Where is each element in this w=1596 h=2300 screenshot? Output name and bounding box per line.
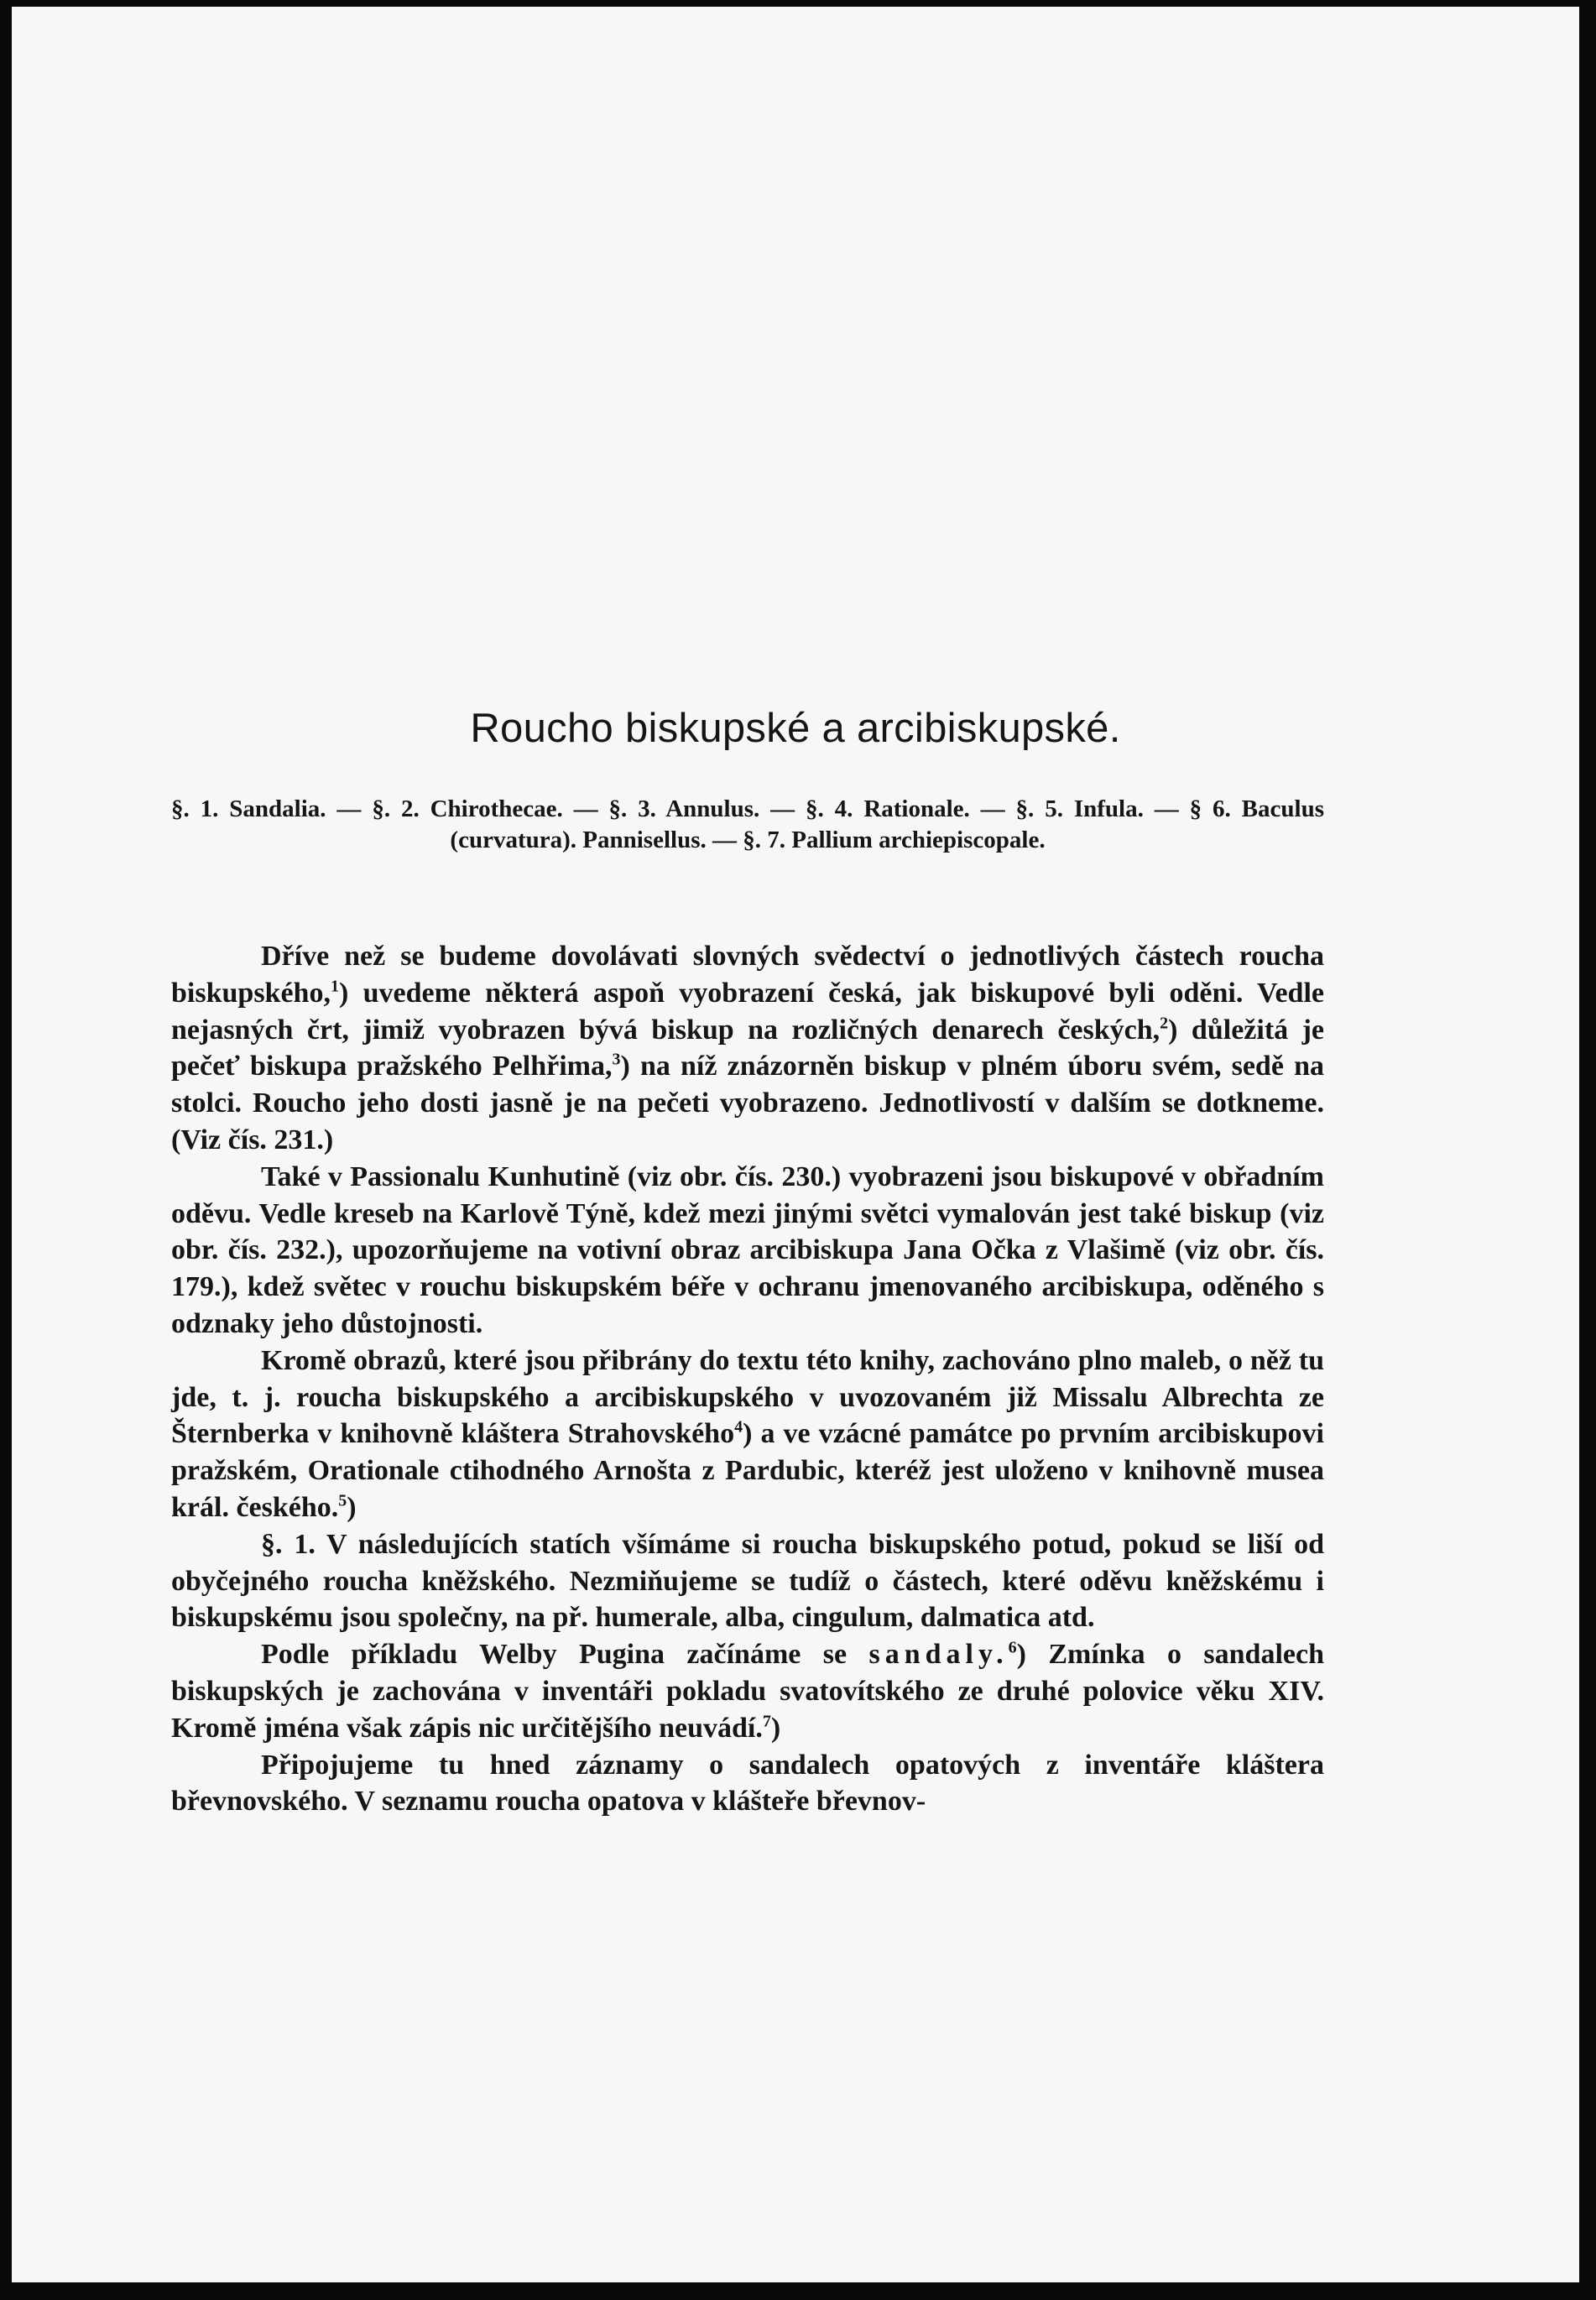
chapter-title: Roucho biskupské a arcibiskupské. [470, 706, 1121, 751]
footnote-ref-5: 5 [338, 1491, 347, 1510]
paragraph-1 [171, 938, 1324, 1159]
footnote-ref-6: 6 [1008, 1638, 1017, 1657]
paragraph-5-text-b: ) Zmínka o sandalech biskupských je zachována v inventáři pokladu svatovítského ze druhé polovice věku XIV. Kromě jména však zápis nic určitějšího neuvádí. [171, 1639, 1324, 1744]
paragraph-5 [171, 1636, 1324, 1746]
paragraph-1-text-b: ) uvedeme některá aspoň vyobrazení česká, jak biskupové byli oděni. Vedle nejasných črt, jimiž vyobrazen bývá biskup na rozličných denarech českých, [171, 977, 1324, 1046]
paragraph-3-text-c: ) [347, 1491, 357, 1523]
footnote-ref-3: 3 [612, 1051, 621, 1070]
paragraph-1-text-c: ) důležitá je pečeť biskupa pražského Pelhřima, [171, 1014, 1325, 1082]
body-text [171, 938, 1324, 1820]
paragraph-3-text-b: ) a ve vzácné památce po prvním arcibiskupovi pražském, Orationale ctihodného Arnošta z Pardubic, kteréž jest uloženo v knihovně musea král. českého. [171, 1418, 1324, 1523]
footnote-ref-2: 2 [1160, 1014, 1169, 1033]
paragraph-2: Také v Passionalu Kunhutině (viz obr. čís. 230.) vyobrazeni jsou biskupové v obřadním oděvu. Vedle kreseb na Karlově Týně, kdež mezi jinými světci vymalován jest také biskup (viz obr. čís. 232.), upozorňujeme na votivní obraz arcibiskupa Jana Očka z Vlašimě (viz obr. čís. 179.), kdež světec v rouchu biskupském béře v ochranu jmenovaného arcibiskupa, oděného s odznaky jeho důstojnosti. [171, 1160, 1324, 1339]
section-summary: §. 1. Sandalia. — §. 2. Chirothecae. — §. 3. Annulus. — §. 4. Rationale. — §. 5. Infula. — § 6. Baculus (curvatura). Pannisellus. — §. 7. Pallium archiepiscopale. [171, 795, 1324, 853]
paragraph-5-text-a: Podle příkladu Welby Pugina začínáme se [261, 1639, 848, 1671]
footnote-ref-4: 4 [734, 1418, 743, 1437]
paragraph-6: Připojujeme tu hned záznamy o sandalech opatových z inventáře kláštera břevnovského. V seznamu roucha opatova v klášteře břevnov- [171, 1749, 1324, 1818]
footnote-ref-7: 7 [762, 1712, 771, 1731]
spaced-keyword: sandaly. [868, 1639, 1009, 1671]
paragraph-3 [171, 1343, 1324, 1526]
paragraph-3-text-a: Kromě obrazů, které jsou přibrány do textu této knihy, zachováno plno maleb, o něž tu jde, t. j. roucha biskupského a arcibiskupského v uvozovaném již Missalu Albrechta ze Šternberka v knihovně kláštera Strahovského [171, 1344, 1324, 1450]
book-page [12, 7, 1579, 2282]
footnote-ref-1: 1 [330, 977, 339, 996]
paragraph-5-text-c: ) [770, 1712, 781, 1744]
paragraph-1-text-a: Dříve než se budeme dovolávati slovných svědectví o jednotlivých částech roucha biskupského, [171, 941, 1324, 1009]
paragraph-1-text-d: ) na níž znázorněn biskup v plném úboru svém, sedě na stolci. Roucho jeho dosti jasně je na pečeti vyobrazeno. Jednotlivostí v dalším se dotkneme. (Viz čís. 231.) [171, 1051, 1324, 1155]
paragraph-4: §. 1. V následujících statích všímáme si roucha biskupského potud, pokud se liší od obyčejného roucha kněžského. Nezmiňujeme se tudíž o částech, které oděvu kněžskému i biskupskému jsou společny, na př. humerale, alba, cingulum, dalmatica atd. [171, 1528, 1324, 1634]
